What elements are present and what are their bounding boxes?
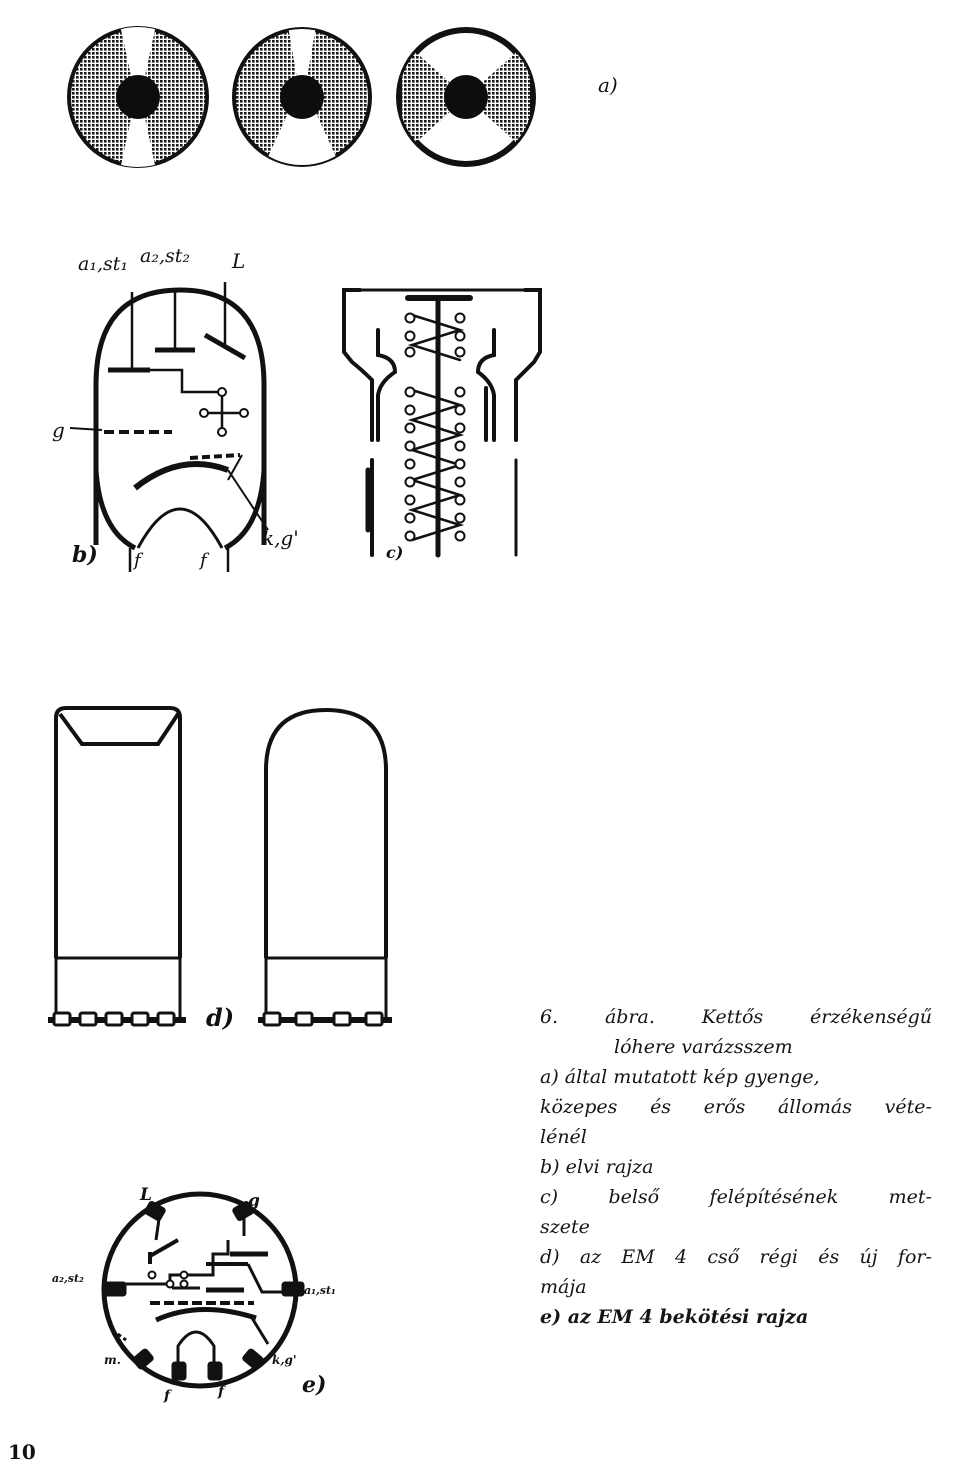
- label-b-g: g: [52, 418, 65, 442]
- caption-line-8: szete: [540, 1216, 590, 1238]
- caption-word: 6.: [540, 1006, 559, 1028]
- caption-word: for-: [897, 1246, 932, 1268]
- label-b-f2: f: [200, 550, 207, 571]
- label-b-a1st1: a₁,st₁: [78, 253, 128, 275]
- caption-line-10: mája: [540, 1276, 587, 1298]
- label-c: c): [386, 543, 404, 562]
- label-b-kg: k,g': [262, 526, 299, 550]
- caption-word: ábra.: [604, 1006, 655, 1028]
- caption-word: régi: [759, 1246, 799, 1268]
- caption-line-3: a) által mutatott kép gyenge,: [540, 1066, 820, 1088]
- figure-d-tube-new: [258, 710, 392, 1020]
- caption-word: új: [859, 1246, 878, 1268]
- caption-word: érzékenségű: [810, 1006, 932, 1028]
- caption-word: belső: [608, 1186, 660, 1208]
- caption-word: met-: [888, 1186, 932, 1208]
- caption-word: Kettős: [701, 1006, 764, 1028]
- caption-word: cső: [707, 1246, 740, 1268]
- caption-word: és: [818, 1246, 840, 1268]
- caption-line-2: lóhere varázsszem: [614, 1036, 793, 1058]
- figure-a-eye-medium: [232, 26, 372, 170]
- caption-word: véte-: [884, 1096, 932, 1118]
- label-e-f2: f: [218, 1384, 225, 1400]
- figure-a-eye-weak: [67, 25, 209, 170]
- label-e-a2st2: a₂,st₂: [52, 1272, 84, 1285]
- label-e: e): [302, 1372, 327, 1398]
- label-e-L: L: [140, 1185, 152, 1205]
- label-b-f1: f: [134, 550, 141, 571]
- caption-word: EM: [621, 1246, 655, 1268]
- caption-word: és: [650, 1096, 672, 1118]
- caption-line-7: [540, 1182, 932, 1212]
- label-e-m: m.: [104, 1353, 121, 1367]
- caption-word: c): [540, 1186, 559, 1208]
- label-b-L: L: [232, 249, 246, 273]
- caption-word: felépítésének: [709, 1186, 839, 1208]
- label-d: d): [206, 1003, 235, 1032]
- figure-caption: [540, 1002, 932, 1332]
- caption-line-11: e) az EM 4 bekötési rajza: [540, 1306, 809, 1328]
- caption-line-5: lénél: [540, 1126, 587, 1148]
- figure-e-socket: [104, 1194, 296, 1386]
- caption-line-6: b) elvi rajza: [540, 1156, 654, 1178]
- caption-word: 4: [675, 1246, 688, 1268]
- label-e-g: g: [248, 1191, 260, 1211]
- caption-line-1: [540, 1002, 932, 1032]
- figure-b-schematic: [70, 282, 268, 572]
- caption-word: d): [540, 1246, 560, 1268]
- caption-word: erős: [703, 1096, 746, 1118]
- label-b-a2st2: a₂,st₂: [140, 245, 190, 267]
- label-e-kg: k,g': [272, 1353, 297, 1367]
- caption-line-4: [540, 1092, 932, 1122]
- caption-word: állomás: [777, 1096, 852, 1118]
- figure-d-tube-old: [48, 708, 186, 1020]
- label-a: a): [598, 73, 618, 97]
- page-number: 10: [8, 1440, 36, 1464]
- caption-word: az: [579, 1246, 602, 1268]
- caption-line-9: [540, 1242, 932, 1272]
- figure-a-eye-strong: [396, 27, 536, 167]
- caption-word: közepes: [540, 1096, 618, 1118]
- label-e-a1st1: a₁,st₁: [304, 1284, 336, 1297]
- label-e-f1: f: [164, 1388, 171, 1404]
- label-b: b): [72, 542, 98, 568]
- figure-c-cross-section: [344, 290, 540, 555]
